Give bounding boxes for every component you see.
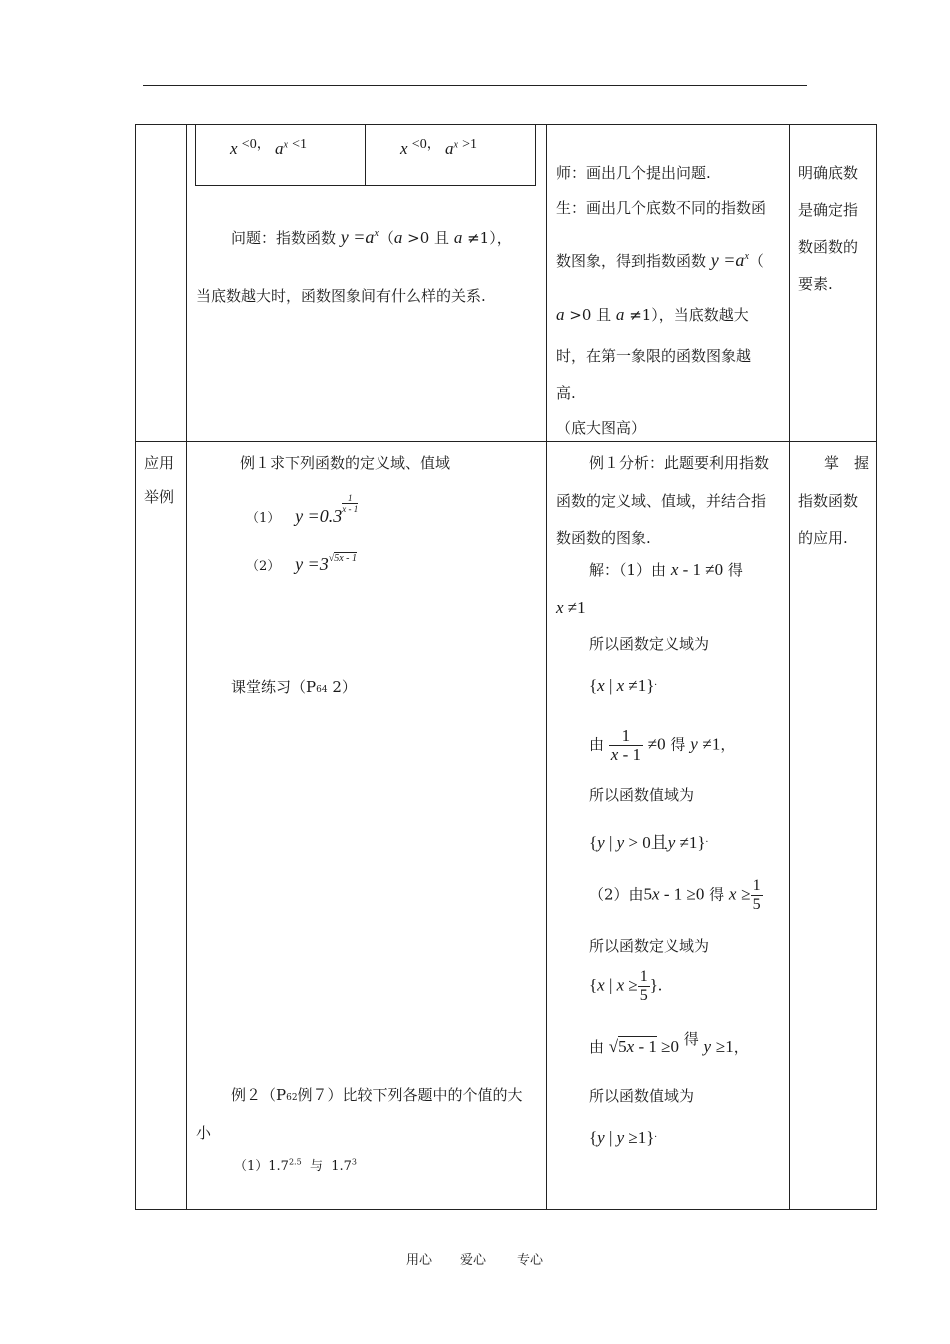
sol-l6: 所以函数定义域为 <box>589 635 710 653</box>
sol-l13: {x | x ≥ $\frac{1}{5}$ }. <box>589 968 663 1004</box>
teacher-line5: 时，在第一象限的函数图象越 <box>556 347 752 365</box>
footer-2: 爱心 <box>460 1253 487 1268</box>
purpose-top-1: 明确底数 <box>798 164 859 182</box>
teacher-line3: 数图象，得到指数函数 $y =a^x$（ <box>556 250 764 270</box>
sol-l2: 函数的定义域、值域，并结合指 <box>556 492 767 510</box>
teacher-line4: a >0 且 a ≠1），当底数越大 <box>556 305 749 324</box>
purpose-bottom-3: 的应用. <box>798 529 848 547</box>
purpose-bottom-1: 掌 握 <box>824 454 870 472</box>
sol-l15: 所以函数值域为 <box>589 1087 695 1105</box>
sol-l9: 所以函数值域为 <box>589 786 695 804</box>
header-rule <box>143 85 807 86</box>
ex1-item2: （2） $y =3^{√5x - 1}$ <box>246 553 357 574</box>
teacher-line1: 师：画出几个提出问题. <box>556 164 711 182</box>
sol-l10: {y | y > 0且y ≠1}. <box>589 833 709 852</box>
ex2-line1: 例２（P62例７）比较下列各题中的个值的大 <box>231 1086 523 1104</box>
question-line1: 问题：指数函数 $y =a^x(a >0$ 且 a ≠1）， <box>231 227 512 247</box>
purpose-top-3: 数函数的 <box>798 238 859 256</box>
footer-1: 用心 <box>406 1253 433 1268</box>
sol-l4: 解：（1）由 x - 1 ≠0 得 <box>589 560 743 579</box>
ex1-title: 例１求下列函数的定义域、值域 <box>240 454 451 472</box>
purpose-top-4: 要素. <box>798 275 833 293</box>
purpose-bottom-2: 指数函数 <box>798 492 859 510</box>
sol-l11: （2）由5x - 1 ≥0 得 x ≥ $\frac{1}{5}$ <box>589 877 761 913</box>
inner-cell-right: x $^{<0,}$ $a^x$ $^{>1}$ <box>400 137 478 158</box>
sol-l8: 由 $\frac{1}{x - 1}$ ≠0 得 y ≠1， <box>589 726 736 764</box>
sol-l3: 数函数的图象. <box>556 529 651 547</box>
teacher-line6: 高. <box>556 384 576 402</box>
ex1-item1: （1） y =0.3 $\frac{1}{x - 1}$ <box>246 493 359 526</box>
ex2-item1: $(1)1.7^{2.5}$ 与 $1.7^3$ <box>234 1157 357 1174</box>
sol-l5: x ≠1 <box>556 598 586 617</box>
purpose-top-2: 是确定指 <box>798 201 859 219</box>
teacher-line7: （底大图高） <box>556 419 647 437</box>
question-line2: 当底数越大时，函数图象间有什么样的关系. <box>196 287 486 305</box>
sol-l7: {x | x ≠1}. <box>589 676 657 695</box>
sol-l14: 由 √5x - 1 ≥0 得 y ≥1， <box>589 1030 749 1056</box>
section-label-2: 举例 <box>144 488 175 506</box>
sol-l16: {y | y ≥1}. <box>589 1128 657 1147</box>
ex2-line2: 小 <box>196 1124 212 1142</box>
footer-3: 专心 <box>517 1253 544 1268</box>
section-label-1: 应用 <box>144 454 175 472</box>
sol-l12: 所以函数定义域为 <box>589 937 710 955</box>
sol-l1: 例１分析：此题要利用指数 <box>589 454 770 472</box>
teacher-line2: 生：画出几个底数不同的指数函 <box>556 199 767 217</box>
practice: 课堂练习（P64 2） <box>231 678 357 696</box>
inner-cell-left: x $^{<0,}$ $a^x$ $^{<1}$ <box>230 137 308 158</box>
